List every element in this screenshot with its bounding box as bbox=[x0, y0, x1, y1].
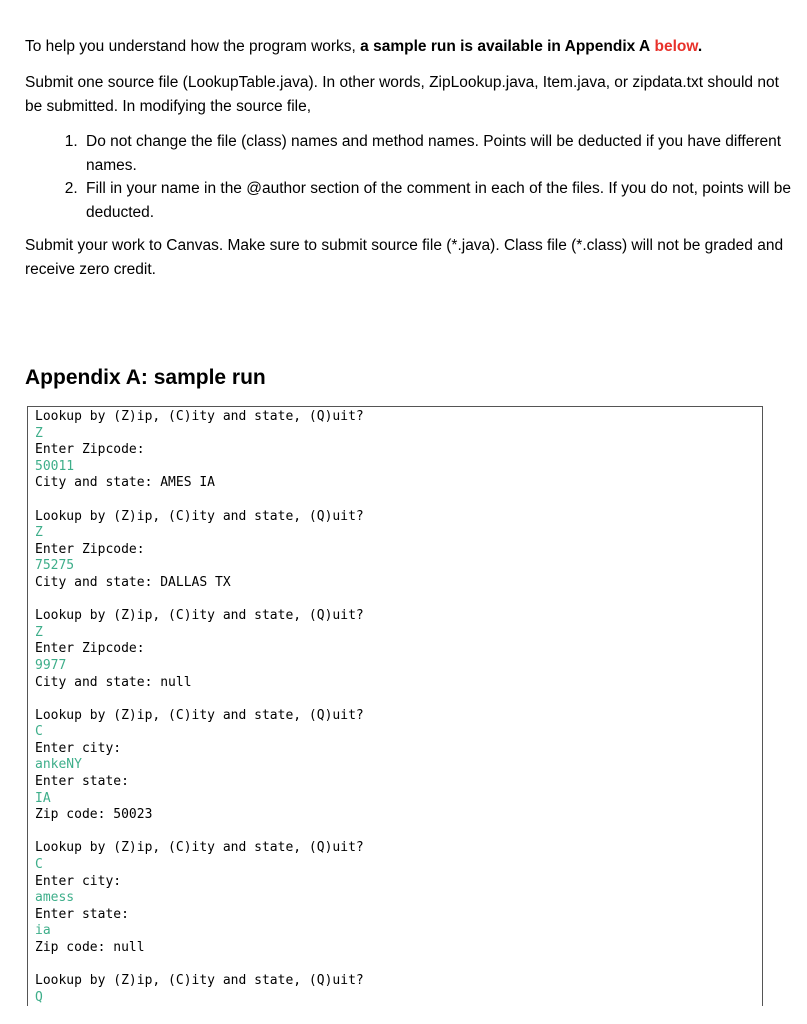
console-output-line bbox=[35, 957, 762, 974]
console-output-line: Enter Zipcode: bbox=[35, 641, 145, 657]
console-input-line: Q bbox=[35, 989, 43, 1005]
console-output-line: Enter city: bbox=[35, 873, 122, 889]
sample-run-console bbox=[27, 406, 763, 1006]
console-output-line: Lookup by (Z)ip, (C)ity and state, (Q)uit? bbox=[35, 707, 364, 723]
console-input-line: 50011 bbox=[35, 458, 75, 474]
below-highlight: below bbox=[654, 38, 698, 55]
console-output-line bbox=[35, 492, 762, 509]
console-output-line: City and state: AMES IA bbox=[35, 475, 216, 491]
console-output-line: Lookup by (Z)ip, (C)ity and state, (Q)uit? bbox=[35, 608, 364, 624]
console-output-line: Enter state: bbox=[35, 906, 129, 922]
console-input-line: 9977 bbox=[35, 657, 67, 673]
rule-item: 2. Fill in your name in the @author section of the comment in each of the files. If you do not, points will be deducted. bbox=[82, 177, 807, 224]
console-input-line: Z bbox=[35, 425, 43, 441]
intro-period: . bbox=[697, 38, 703, 55]
console-output-line: Lookup by (Z)ip, (C)ity and state, (Q)uit? bbox=[35, 409, 364, 424]
canvas-paragraph: Submit your work to Canvas. Make sure to submit source file (*.java). Class file (*.class) will not be graded and receive zero credit. bbox=[25, 237, 784, 278]
intro-paragraph bbox=[25, 35, 785, 59]
console-input-line: Z bbox=[35, 525, 43, 541]
console-output-line: Lookup by (Z)ip, (C)ity and state, (Q)uit? bbox=[35, 508, 364, 524]
console-input-line: ankeNY bbox=[35, 757, 82, 773]
console-input-line: amess bbox=[35, 890, 75, 906]
submit-paragraph: Submit one source file (LookupTable.java). In other words, ZipLookup.java, Item.java, or zipdata.txt should not be submitted. In modifying the source file, bbox=[25, 74, 779, 115]
console-input-line: IA bbox=[35, 790, 51, 806]
console-input-line: 75275 bbox=[35, 558, 75, 574]
console-output-line: Zip code: null bbox=[35, 940, 145, 955]
console-output-line: Lookup by (Z)ip, (C)ity and state, (Q)uit? bbox=[35, 973, 364, 989]
console-output-line: Lookup by (Z)ip, (C)ity and state, (Q)uit? bbox=[35, 840, 364, 856]
console-output-line: City and state: DALLAS TX bbox=[35, 574, 231, 590]
console-input-line: ia bbox=[35, 923, 51, 939]
rules-list bbox=[40, 130, 807, 224]
console-input-line: C bbox=[35, 724, 43, 740]
console-input-line: C bbox=[35, 857, 43, 873]
console-output-line bbox=[35, 691, 762, 708]
console-output-line: Zip code: 50023 bbox=[35, 807, 153, 823]
console-output-line: Enter city: bbox=[35, 740, 122, 756]
console-output-line: City and state: null bbox=[35, 674, 192, 690]
rule-item: 1. Do not change the file (class) names and method names. Points will be deducted if you have different names. bbox=[82, 130, 807, 177]
intro-text: To help you understand how the program works, bbox=[25, 38, 361, 55]
console-output-line bbox=[35, 824, 762, 841]
console-output-line: Enter state: bbox=[35, 774, 129, 790]
console-output-line: Enter Zipcode: bbox=[35, 541, 145, 557]
console-input-line: Z bbox=[35, 624, 43, 640]
console-output-line: Enter Zipcode: bbox=[35, 442, 145, 458]
console-output-line bbox=[35, 592, 762, 609]
appendix-heading: Appendix A: sample run bbox=[25, 366, 266, 389]
intro-bold-text: a sample run is available in Appendix A bbox=[360, 38, 651, 55]
